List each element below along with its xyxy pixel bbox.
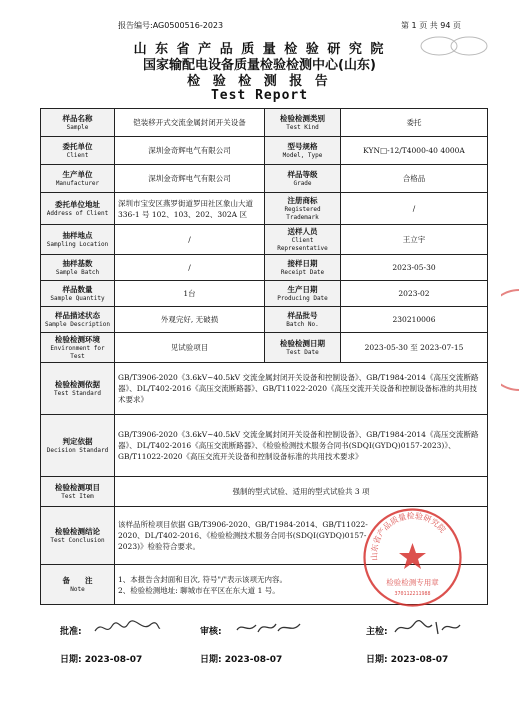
value-trademark: / (341, 193, 488, 225)
label-model: 型号规格 Model, Type (265, 137, 341, 165)
label-note: 备 注 Note (41, 565, 115, 605)
seal-code: 370112211988 (394, 591, 431, 597)
seal-text-top: 山东省产品质量检验研究院 (369, 511, 448, 561)
label-sample-batch: 抽样基数 Sample Batch (41, 255, 115, 281)
label-environment: 检验检测环境 Environment for Test (41, 333, 115, 363)
value-sample-batch: / (115, 255, 265, 281)
table-row (41, 333, 488, 363)
value-decision: GB/T3906-2020《3.6kV~40.5kV 交流金属封闭开关设备和控制设备》、GB/T1984-2014《高压交流断路器》、DL/T402-2016《高压交流断路器》、《检验检测技术服务合同书(SDQI(GYDQ)0157-2023)》、GB/T11022-2020《高压交流开关设备和控制设备标准的共用技术要求》 (115, 415, 488, 477)
label-test-kind: 检验检测类别 Test Kind (265, 109, 341, 137)
value-test-kind: 委托 (341, 109, 488, 137)
table-row (41, 109, 488, 137)
label-producing-date: 生产日期 Producing Date (265, 281, 341, 307)
label-description: 样品描述状态 Sample Description (41, 307, 115, 333)
inspector-label: 主检: (366, 627, 388, 637)
value-quantity: 1台 (115, 281, 265, 307)
table-row (41, 255, 488, 281)
table-row (41, 137, 488, 165)
table-row (41, 477, 488, 507)
center-name: 国家输配电设备质量检验检测中心(山东) (143, 58, 376, 73)
reviewer-date: 日期: 2023-08-07 (200, 655, 283, 665)
label-quantity: 样品数量 Sample Quantity (41, 281, 115, 307)
table-row (41, 415, 488, 477)
inspector-date: 日期: 2023-08-07 (366, 655, 449, 665)
value-model: KYN□-12/T4000-40 4000A (341, 137, 488, 165)
label-trademark: 注册商标 Registered Trademark (265, 193, 341, 225)
value-client-rep: 王立宇 (341, 225, 488, 255)
table-row (41, 281, 488, 307)
table-row (41, 307, 488, 333)
value-standard: GB/T3906-2020《3.6kV~40.5kV 交流金属封闭开关设备和控制设备》、GB/T1984-2014《高压交流断路器》、DL/T402-2016《高压交流断路器》、GB/T11022-2020《高压交流开关设备和控制设备标准的共用技术要求》 (115, 363, 488, 415)
label-grade: 样品等级 Grade (265, 165, 341, 193)
report-title-cn: 检 验 检 测 报 告 (187, 74, 332, 89)
label-client-rep: 送样人员 Client Representative (265, 225, 341, 255)
page-info: 第 1 页 共 94 页 (401, 21, 461, 30)
value-test-date: 2023-05-30 至 2023-07-15 (341, 333, 488, 363)
inspector-signature-icon (392, 616, 462, 638)
label-batch-no: 样品批号 Batch No. (265, 307, 341, 333)
label-standard: 检验检测依据 Test Standard (41, 363, 115, 415)
table-row (41, 363, 488, 415)
label-address: 委托单位地址 Address of Client (41, 193, 115, 225)
label-test-date: 检验检测日期 Test Date (265, 333, 341, 363)
report-title-en: Test Report (210, 88, 309, 103)
report-number: 报告编号:AG0500516-2023 (118, 21, 224, 30)
value-receipt-date: 2023-05-30 (341, 255, 488, 281)
value-conclusion: 该样品所检项目依据 GB/T3906-2020、GB/T1984-2014、GB/T11022-2020、DL/T402-2016、《检验检测技术服务合同书(SDQI(GYDQ)0157-2023)》检验符合要求。 (115, 507, 488, 565)
table-row (41, 193, 488, 225)
label-sample: 样品名称 Sample (41, 109, 115, 137)
approver-signature-icon (92, 616, 162, 638)
value-sample: 铠装移开式交流金属封闭开关设备 (115, 109, 265, 137)
edge-seal-fragment-icon (501, 280, 519, 400)
value-test-item: 强制的型式试验、适用的型式试验共 3 项 (115, 477, 488, 507)
value-producing-date: 2023-02 (341, 281, 488, 307)
approver-label: 批准: (60, 627, 82, 637)
value-address: 深圳市宝安区燕罗街道罗田社区象山大道 336-1 号 102、103、202、302A 区 (115, 193, 265, 225)
note-line-1: 1、本报告含封面和目次, 符号"/"表示该项无内容。 (118, 574, 287, 584)
value-environment: 见试验项目 (115, 333, 265, 363)
reviewer-label: 审核: (200, 627, 222, 637)
table-row (41, 165, 488, 193)
value-sampling-location: / (115, 225, 265, 255)
value-batch-no: 230210006 (341, 307, 488, 333)
seal-text-bottom: 检验检测专用章 (386, 578, 439, 587)
label-manufacturer: 生产单位 Manufacturer (41, 165, 115, 193)
label-decision: 判定依据 Decision Standard (41, 415, 115, 477)
table-row (41, 225, 488, 255)
label-client: 委托单位 Client (41, 137, 115, 165)
value-description: 外观完好, 无破损 (115, 307, 265, 333)
label-receipt-date: 接样日期 Receipt Date (265, 255, 341, 281)
institute-name: 山 东 省 产 品 质 量 检 验 研 究 院 (133, 42, 386, 57)
label-sampling-location: 抽样地点 Sampling Location (41, 225, 115, 255)
label-test-item: 检验检测项目 Test Item (41, 477, 115, 507)
value-client: 深圳金奇辉电气有限公司 (115, 137, 265, 165)
official-seal-icon (360, 505, 465, 610)
value-grade: 合格品 (341, 165, 488, 193)
note-line-2: 2、检验检测地址: 聊城市在平区在东大道 1 号。 (118, 585, 280, 595)
approver-date: 日期: 2023-08-07 (60, 655, 143, 665)
reviewer-signature-icon (234, 616, 304, 638)
label-conclusion: 检验检测结论 Test Conclusion (41, 507, 115, 565)
value-manufacturer: 深圳金奇辉电气有限公司 (115, 165, 265, 193)
